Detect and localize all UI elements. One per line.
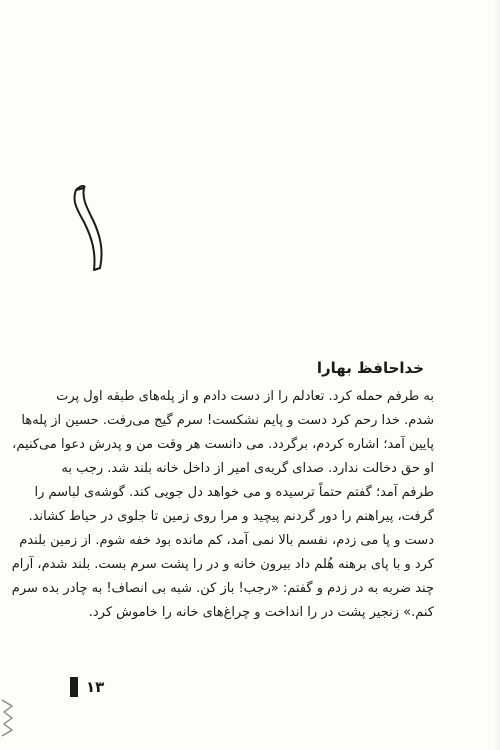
page-edge-shadow bbox=[494, 0, 500, 750]
page-number: ۱۳ bbox=[86, 678, 105, 696]
page-marker-bar bbox=[70, 677, 78, 697]
handwritten-numeral-one-icon bbox=[62, 178, 122, 278]
body-line: چند ضربه به در زدم و گفتم: «رجب! باز کن. شبه بی انصاف! به چادر بده سرم bbox=[11, 581, 434, 596]
body-line: کنم.» زنجیر پشت در را انداخت و چراغ‌های خانه را خاموش کرد. bbox=[88, 605, 434, 620]
body-line: گرفت، پیراهنم را دور گردنم پیچید و مرا روی زمین تا جلوی در حیاط کشاند. bbox=[28, 509, 434, 524]
page-footer bbox=[70, 676, 104, 698]
body-line: او حق دخالت ندارد. صدای گریه‌ی امیر از داخل خانه بلند شد. رجب به bbox=[61, 461, 434, 476]
chapter-number-glyph bbox=[62, 178, 122, 278]
chapter-title: خداحافظ بهارا bbox=[316, 359, 424, 377]
body-line: پایین آمد؛ اشاره کردم، برگردد. می دانست هر وقت من و پدرش دعوا می‌کنیم، bbox=[12, 437, 434, 452]
body-paragraph bbox=[11, 385, 434, 625]
publisher-logo-icon bbox=[0, 698, 16, 738]
body-line: کرد و با پای برهنه هُلم داد بیرون خانه و در را پشت سرم بست. بلند شدم، آرام bbox=[11, 557, 434, 572]
body-line: به طرفم حمله کرد. تعادلم را از دست دادم و از پله‌های طبقه اول پرت bbox=[56, 389, 434, 404]
body-line: دست و پا می زدم، نفسم بالا نمی آمد، کم مانده بود خفه شوم. از زمین بلندم bbox=[19, 533, 434, 548]
body-line: شدم. خدا رحم کرد دست و پایم نشکست! سرم گیج می‌رفت. حسین از پله‌ها bbox=[21, 413, 434, 428]
body-line: طرفم آمد؛ گفتم حتماً ترسیده و می خواهد دل جویی کند. گوشه‌ی لباسم را bbox=[34, 485, 434, 500]
